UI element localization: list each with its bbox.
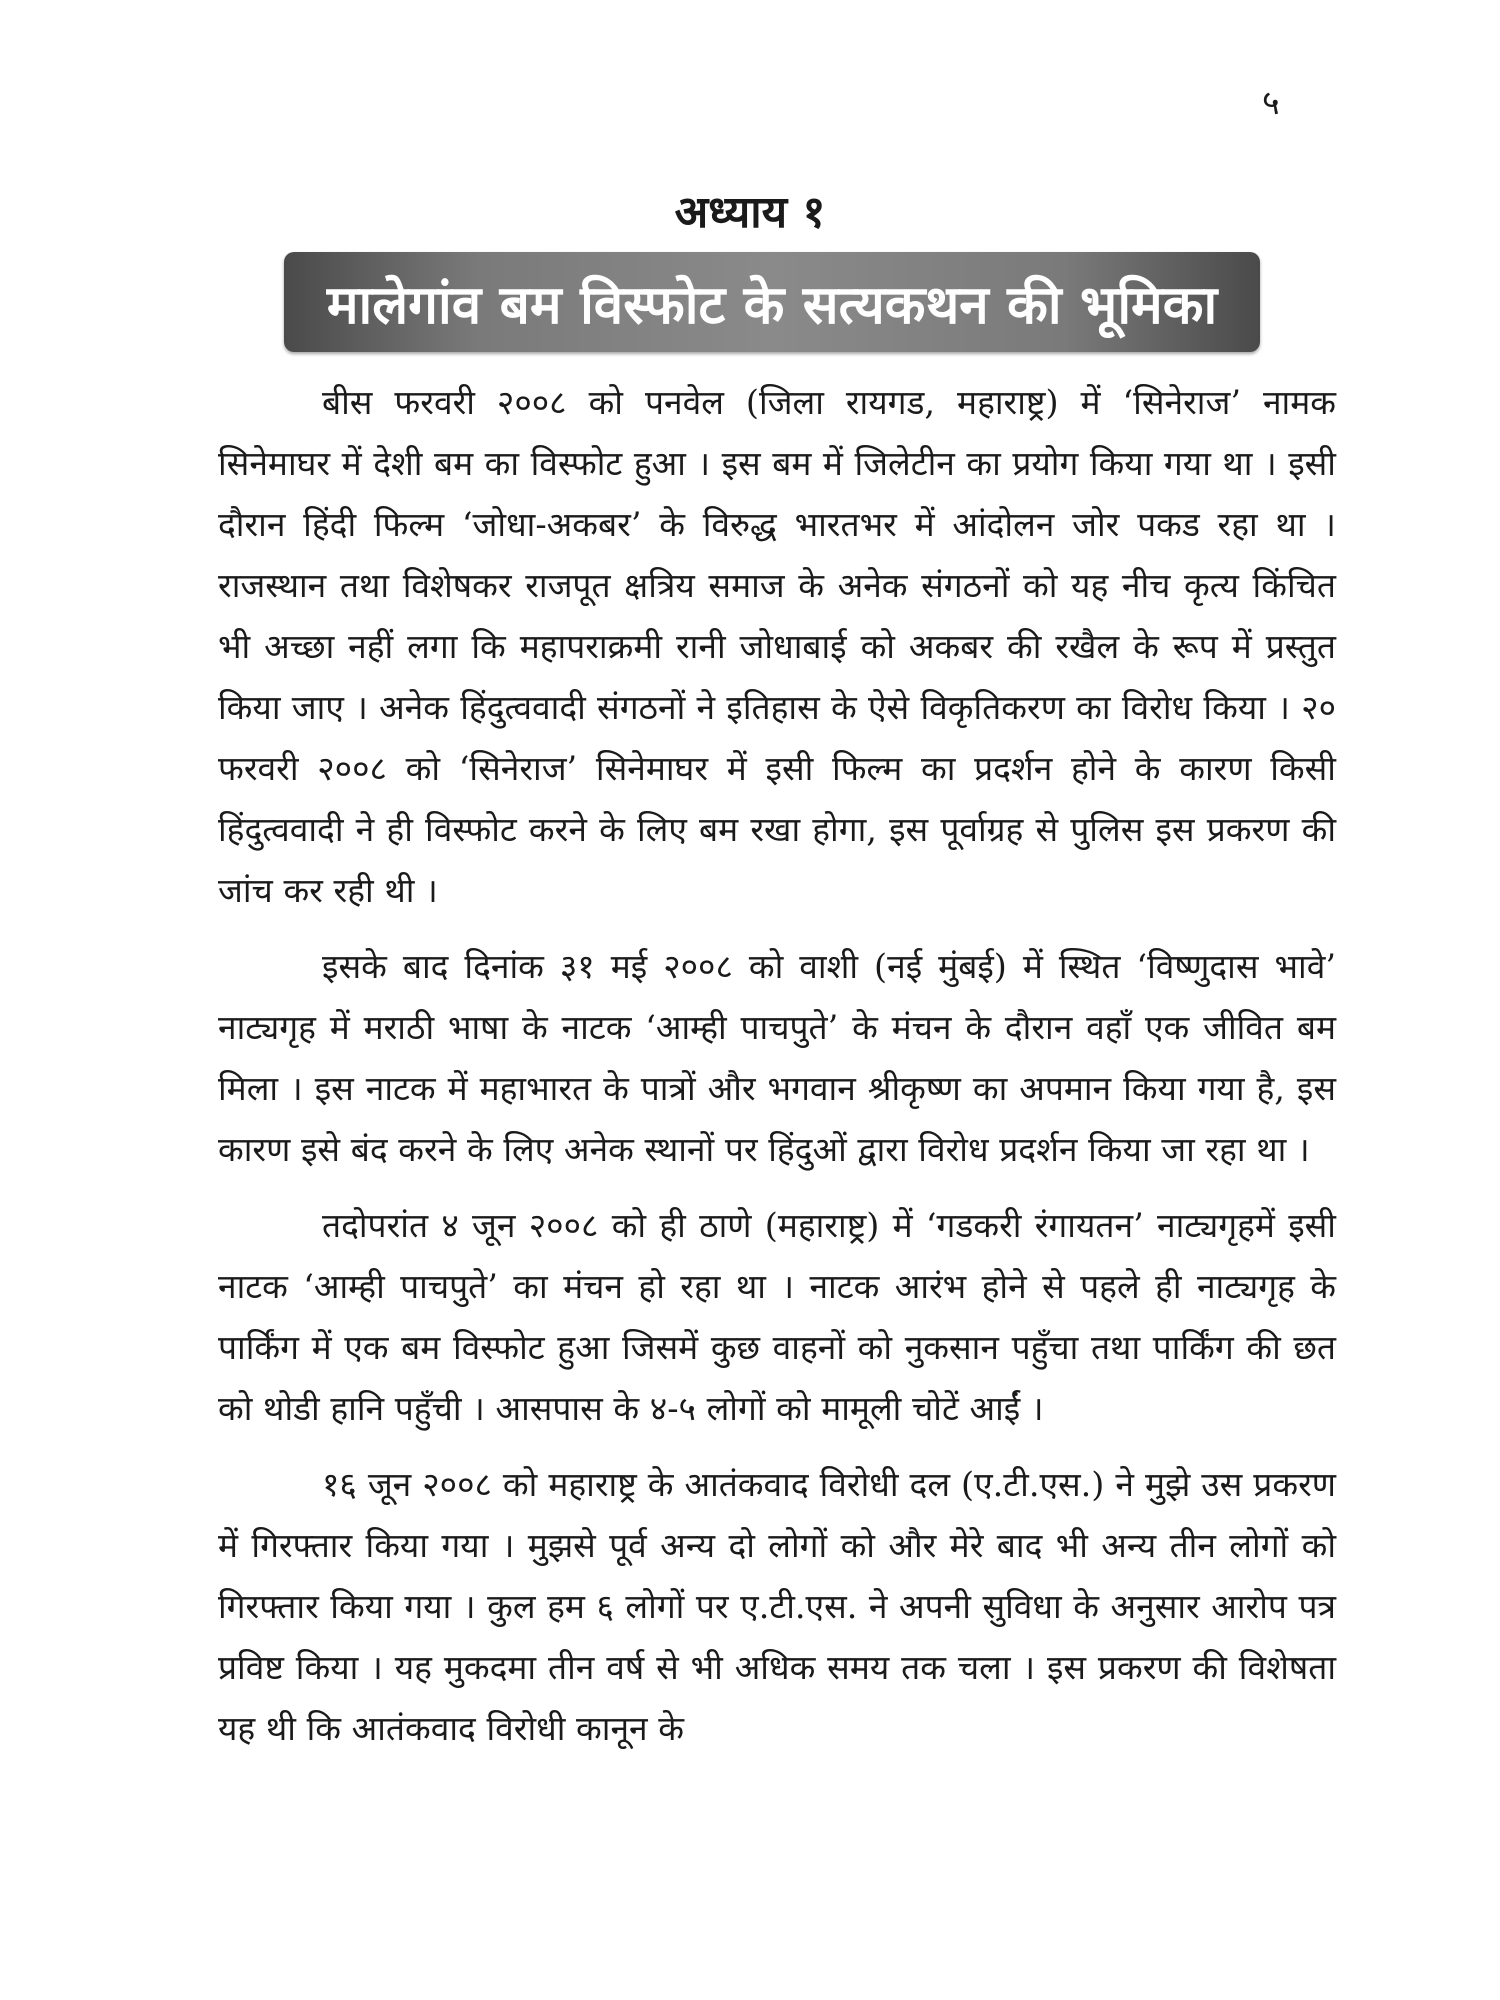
paragraph: १६ जून २००८ को महाराष्ट्र के आतंकवाद विरोधी दल (ए.टी.एस.) ने मुझे उस प्रकरण में गिरफ्तार किया गया । मुझसे पूर्व अन्य दो लोगों को और मेरे बाद भी अन्य तीन लोगों को गिरफ्तार किया गया । कुल हम ६ लोगों पर ए.टी.एस. ने अपनी सुविधा के अनुसार आरोप पत्र प्रविष्ट किया । यह मुकदमा तीन वर्ष से भी अधिक समय तक चला । इस प्रकरण की विशेषता यह थी कि आतंकवाद विरोधी कानून के [218,1465,1337,1748]
chapter-title: मालेगांव बम विस्फोट के सत्यकथन की भूमिका [326,274,1218,336]
chapter-heading: अध्याय १ [674,187,826,238]
chapter-title-banner [284,252,1260,352]
paragraph: तदोपरांत ४ जून २००८ को ही ठाणे (महाराष्ट्र) में ‘गडकरी रंगायतन’ नाट्यगृहमें इसी नाटक ‘आम्ही पाचपुते’ का मंचन हो रहा था । नाटक आरंभ होने से पहले ही नाट्यगृह के पार्किंग में एक बम विस्फोट हुआ जिसमें कुछ वाहनों को नुकसान पहुँचा तथा पार्किंग की छत को थोडी हानि पहुँची । आसपास के ४-५ लोगों को मामूली चोटें आईं । [218,1206,1336,1428]
paragraph: इसके बाद दिनांक ३१ मई २००८ को वाशी (नई मुंबई) में स्थित ‘विष्णुदास भावे’ नाट्यगृह में मराठी भाषा के नाटक ‘आम्ही पाचपुते’ के मंचन के दौरान वहाँ एक जीवित बम मिला । इस नाटक में महाभारत के पात्रों और भगवान श्रीकृष्ण का अपमान किया गया है, इस कारण इसे बंद करने के लिए अनेक स्थानों पर हिंदुओं द्वारा विरोध प्रदर्शन किया जा रहा था । [218,947,1336,1169]
body-text [218,372,1336,1759]
paragraph: बीस फरवरी २००८ को पनवेल (जिला रायगड, महाराष्ट्र) में ‘सिनेराज’ नामक सिनेमाघर में देशी बम का विस्फोट हुआ । इस बम में जिलेटीन का प्रयोग किया गया था । इसी दौरान हिंदी फिल्म ‘जोधा-अकबर’ के विरुद्ध भारतभर में आंदोलन जोर पकड रहा था । राजस्थान तथा विशेषकर राजपूत क्षत्रिय समाज के अनेक संगठनों को यह नीच कृत्य किंचित भी अच्छा नहीं लगा कि महापराक्रमी रानी जोधाबाई को अकबर की रखैल के रूप में प्रस्तुत किया जाए । अनेक हिंदुत्ववादी संगठनों ने इतिहास के ऐसे विकृतिकरण का विरोध किया । २० फरवरी २००८ को ‘सिनेराज’ सिनेमाघर में इसी फिल्म का प्रदर्शन होने के कारण किसी हिंदुत्ववादी ने ही विस्फोट करने के लिए बम रखा होगा, इस पूर्वाग्रह से पुलिस इस प्रकरण की जांच कर रही थी । [218,383,1336,910]
page-number: ५ [1262,83,1280,123]
